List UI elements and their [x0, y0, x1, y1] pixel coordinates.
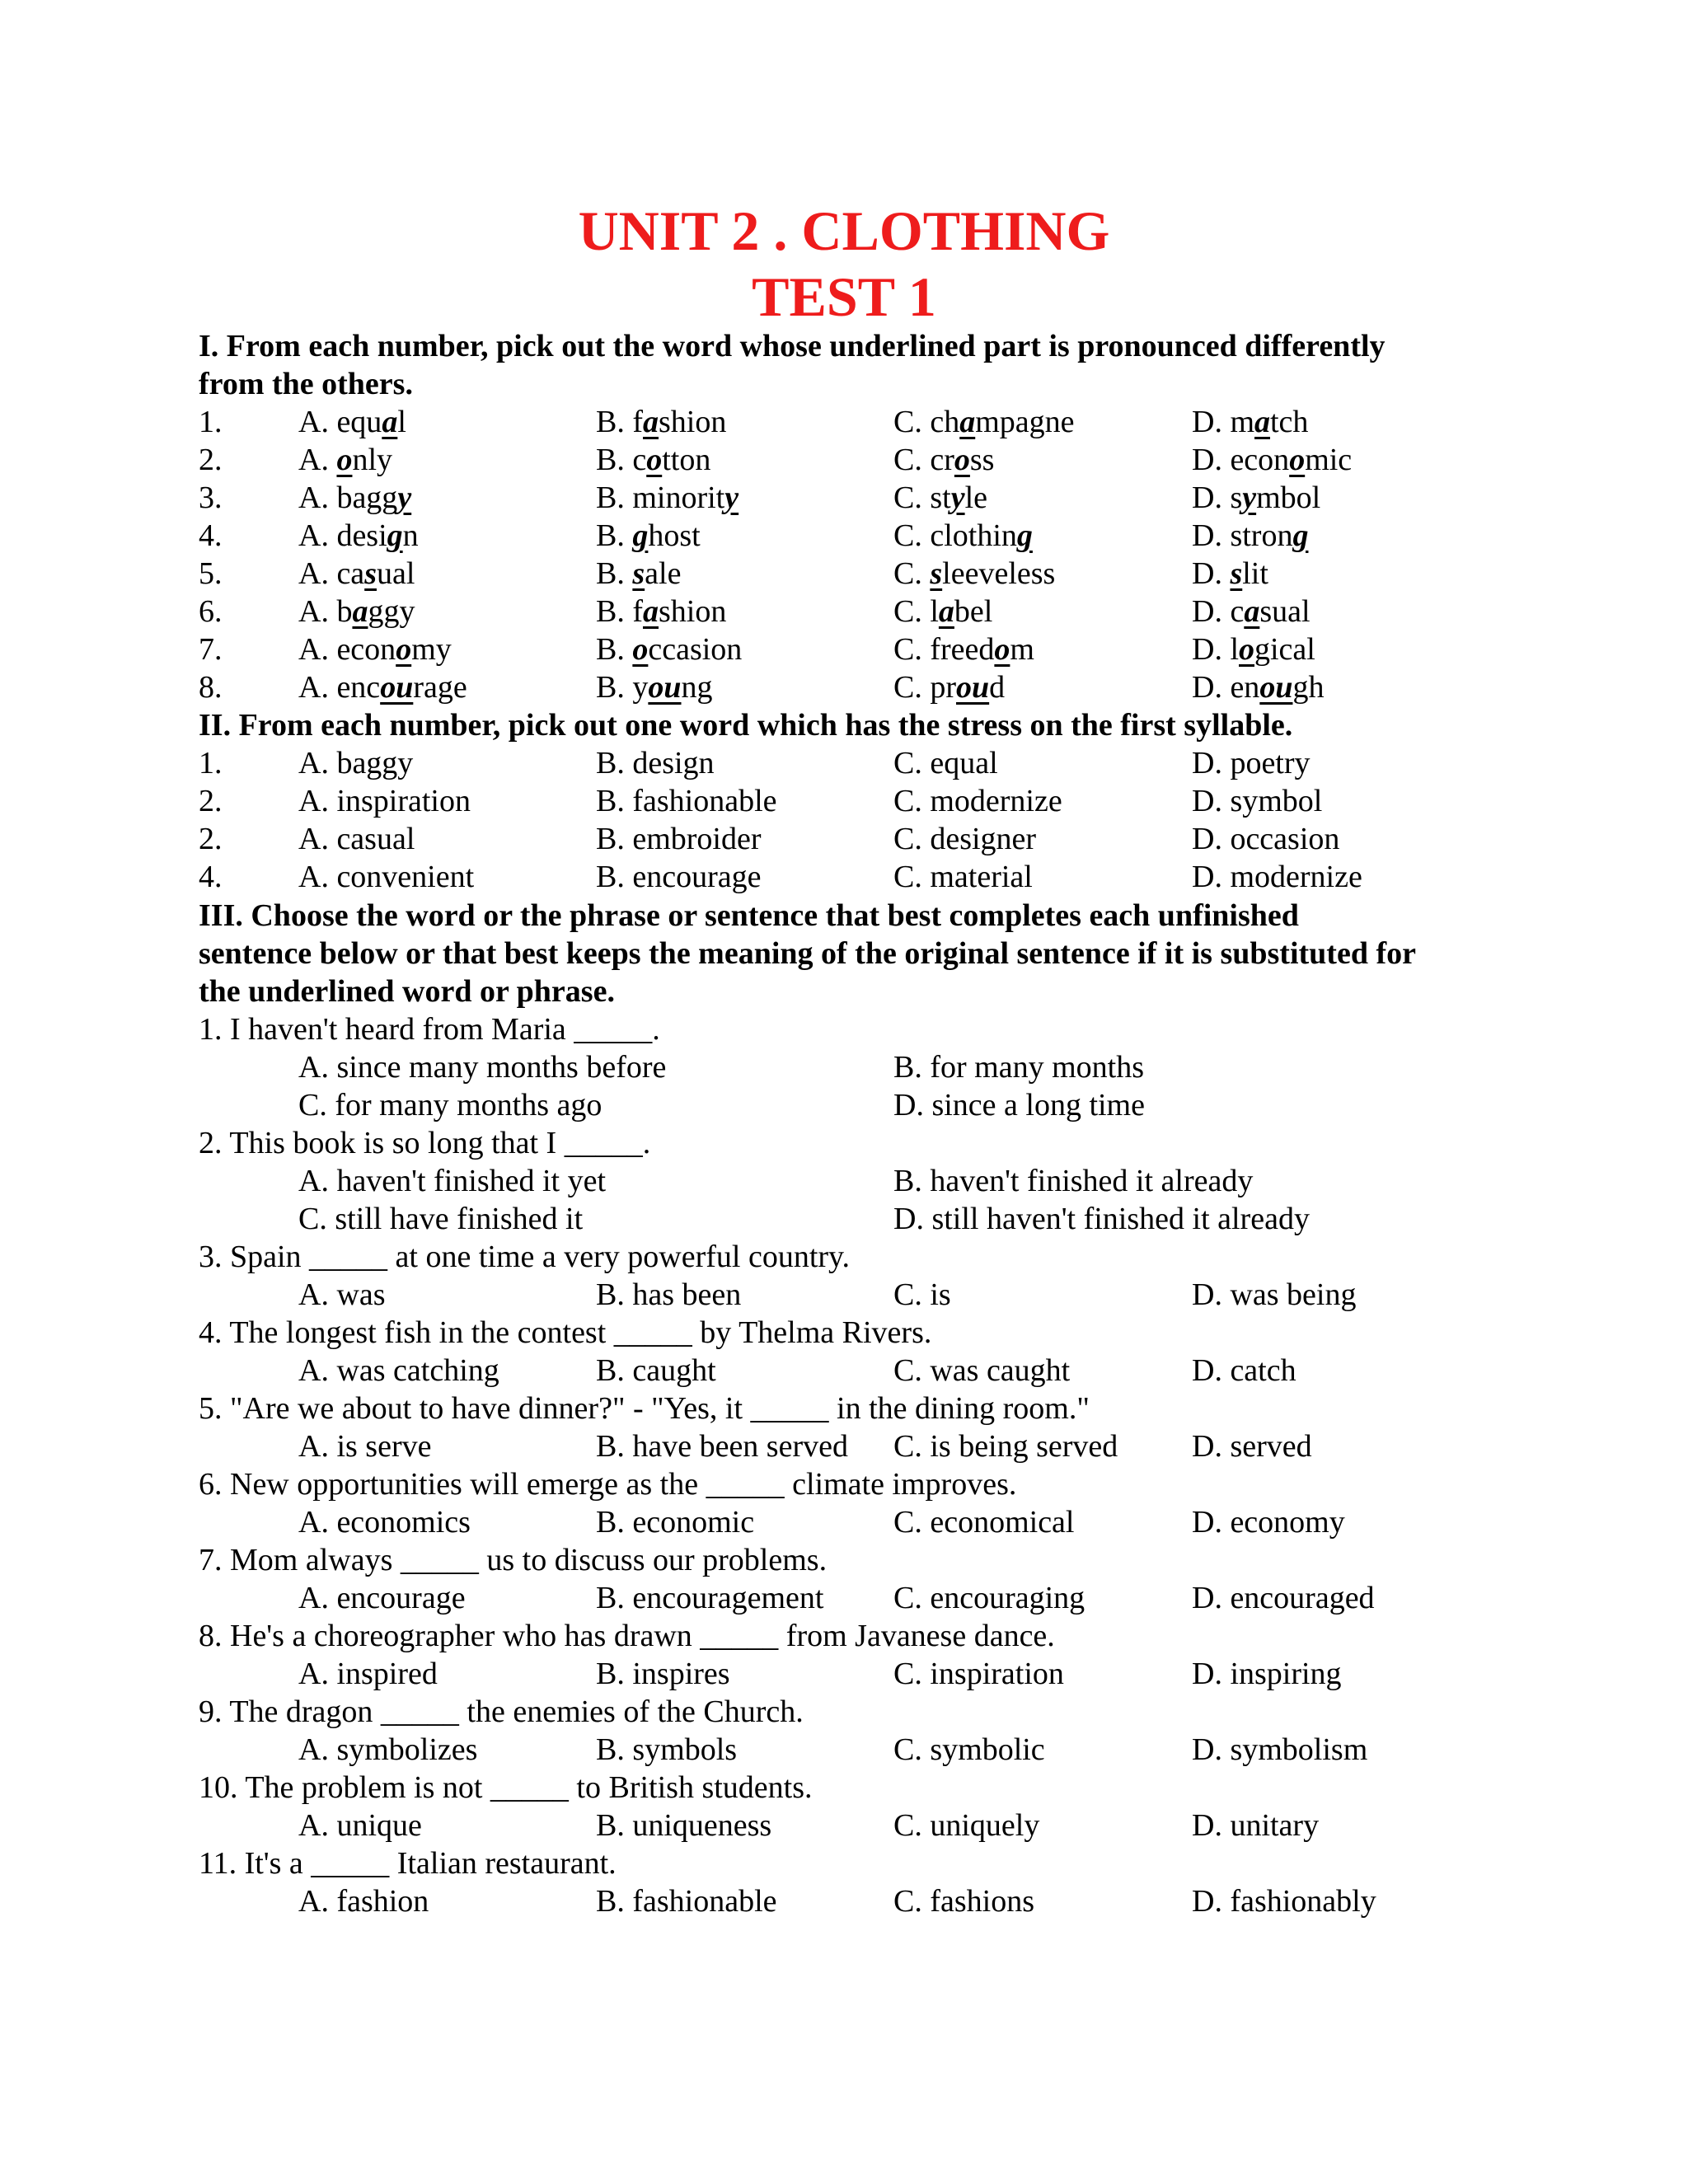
option-text: D. m — [1192, 405, 1254, 439]
option-d: D. economy — [1192, 1505, 1345, 1540]
option-text: C. freed — [893, 632, 995, 667]
underlined-part: y — [950, 480, 965, 515]
option-a: A. economics — [298, 1505, 471, 1540]
option-text: C. l — [893, 594, 939, 629]
question-2-options-row2 — [0, 1200, 1688, 1238]
option-b: B. uniqueness — [596, 1808, 772, 1843]
underlined-part: a — [643, 405, 659, 439]
part1-row-1 — [0, 403, 1688, 441]
option-a: A. inspired — [298, 1657, 438, 1691]
option-c: C. is — [893, 1277, 951, 1312]
option-text: C. pr — [893, 670, 956, 705]
underlined-part: o — [954, 443, 970, 477]
option-a — [298, 441, 392, 479]
option-c: C. symbolic — [893, 1732, 1045, 1767]
option-b — [596, 668, 713, 706]
underlined-part: g — [387, 518, 403, 553]
item-number: 3. — [199, 480, 223, 515]
question-2: 2. This book is so long that I _____. — [199, 1126, 651, 1160]
part3-instruction-cont2: the underlined word or phrase. — [199, 974, 615, 1009]
option-a — [298, 479, 411, 517]
option-text: m — [1010, 632, 1034, 667]
underlined-part: o — [396, 632, 412, 667]
option-c: C. designer — [893, 822, 1037, 856]
option-text: host — [648, 518, 701, 553]
part2-row-2 — [0, 782, 1688, 820]
option-a: A. haven't finished it yet — [298, 1164, 607, 1198]
option-d — [1192, 403, 1308, 441]
option-text: ggy — [368, 594, 415, 629]
option-d — [1192, 593, 1311, 630]
option-text: gical — [1254, 632, 1315, 667]
underlined-part: ou — [380, 670, 414, 705]
part1-row-2 — [0, 441, 1688, 479]
option-d: D. inspiring — [1192, 1657, 1342, 1691]
question-8-options — [0, 1655, 1688, 1693]
underlined-part: a — [938, 594, 954, 629]
option-text: n — [402, 518, 419, 553]
option-b: B. has been — [596, 1277, 742, 1312]
underlined-part: g — [1016, 518, 1033, 553]
option-d: D. poetry — [1192, 746, 1311, 780]
option-text: l — [397, 405, 406, 439]
option-text: C. st — [893, 480, 951, 515]
option-text: B. — [596, 518, 633, 553]
option-text: tch — [1270, 405, 1309, 439]
option-a: A. inspiration — [298, 784, 471, 818]
part1-instruction-cont: from the others. — [199, 367, 413, 401]
item-number: 4. — [199, 518, 223, 553]
option-d: D. since a long time — [893, 1088, 1145, 1122]
option-text: D. econ — [1192, 443, 1290, 477]
option-text: A. ca — [298, 556, 365, 591]
option-c — [893, 479, 987, 517]
question-11: 11. It's a _____ Italian restaurant. — [199, 1846, 617, 1881]
option-text: tton — [662, 443, 711, 477]
option-text: A. econ — [298, 632, 396, 667]
part2-instruction: II. From each number, pick out one word which has the stress on the first syllable. — [199, 708, 1293, 743]
option-text: ccasion — [648, 632, 743, 667]
item-number: 2. — [199, 443, 223, 477]
option-text: D. — [1192, 556, 1231, 591]
option-a: A. since many months before — [298, 1050, 667, 1085]
option-c — [893, 403, 1075, 441]
option-text: gh — [1292, 670, 1325, 705]
option-d: D. fashionably — [1192, 1884, 1376, 1919]
option-text: ng — [681, 670, 713, 705]
option-text: A. equ — [298, 405, 382, 439]
option-a: A. is serve — [298, 1429, 432, 1464]
option-d: D. catch — [1192, 1353, 1296, 1388]
option-c: C. is being served — [893, 1429, 1118, 1464]
question-8: 8. He's a choreographer who has drawn _____ from Javanese dance. — [199, 1619, 1055, 1653]
underlined-part: a — [382, 405, 398, 439]
underlined-part: s — [930, 556, 943, 591]
option-text: ss — [969, 443, 995, 477]
item-number: 2. — [199, 822, 223, 856]
underlined-part: o — [632, 632, 649, 667]
underlined-part: y — [1242, 480, 1257, 515]
option-text: shion — [659, 405, 727, 439]
option-b — [596, 555, 681, 593]
option-text: nly — [352, 443, 393, 477]
option-text: D. s — [1192, 480, 1243, 515]
option-d: D. served — [1192, 1429, 1312, 1464]
option-text: d — [989, 670, 1006, 705]
option-text: A. desi — [298, 518, 387, 553]
underlined-part: ou — [956, 670, 990, 705]
question-5: 5. "Are we about to have dinner?" - "Yes, it _____ in the dining room." — [199, 1391, 1090, 1426]
option-a — [298, 517, 419, 555]
option-d — [1192, 479, 1320, 517]
option-c: C. modernize — [893, 784, 1062, 818]
option-text: A. bagg — [298, 480, 398, 515]
part1-row-3 — [0, 479, 1688, 517]
underlined-part: a — [352, 594, 368, 629]
option-text: C. clothin — [893, 518, 1017, 553]
underlined-part: o — [336, 443, 353, 477]
option-text: C. — [893, 556, 931, 591]
underlined-part: o — [1289, 443, 1306, 477]
option-b: B. fashionable — [596, 784, 777, 818]
option-text: rage — [413, 670, 467, 705]
option-a: A. unique — [298, 1808, 422, 1843]
option-d — [1192, 630, 1315, 668]
underlined-part: a — [643, 594, 659, 629]
part3-instruction-cont: sentence below or that best keeps the meaning of the original sentence if it is substituted for — [199, 936, 1416, 971]
option-c — [893, 668, 1005, 706]
item-number: 8. — [199, 670, 223, 705]
option-d: D. occasion — [1192, 822, 1340, 856]
option-b: B. economic — [596, 1505, 755, 1540]
item-number: 1. — [199, 405, 223, 439]
option-d — [1192, 441, 1352, 479]
underlined-part: s — [364, 556, 377, 591]
underlined-part: y — [397, 480, 412, 515]
option-b: B. encourage — [596, 860, 762, 894]
question-1-options-row1 — [0, 1048, 1688, 1086]
question-6: 6. New opportunities will emerge as the _____ climate improves. — [199, 1467, 1017, 1502]
question-7: 7. Mom always _____ us to discuss our problems. — [199, 1543, 828, 1577]
option-b: B. symbols — [596, 1732, 738, 1767]
option-c: C. still have finished it — [298, 1202, 584, 1236]
question-2-options-row1 — [0, 1162, 1688, 1200]
question-7-options — [0, 1579, 1688, 1617]
underlined-part: a — [1254, 405, 1270, 439]
option-text: ale — [645, 556, 682, 591]
option-text: B. y — [596, 670, 649, 705]
option-a: A. was — [298, 1277, 386, 1312]
option-text: sual — [1259, 594, 1311, 629]
option-a: A. baggy — [298, 746, 414, 780]
option-c: C. uniquely — [893, 1808, 1040, 1843]
option-text: leeveless — [942, 556, 1056, 591]
question-10: 10. The problem is not _____ to British students. — [199, 1770, 813, 1805]
option-b: B. for many months — [893, 1050, 1144, 1085]
underlined-part: ou — [1259, 670, 1293, 705]
question-10-options — [0, 1807, 1688, 1844]
part1-row-6 — [0, 593, 1688, 630]
option-text: B. — [596, 632, 633, 667]
option-b — [596, 441, 710, 479]
item-number: 5. — [199, 556, 223, 591]
option-b: B. fashionable — [596, 1884, 777, 1919]
test-title: TEST 1 — [752, 265, 936, 328]
option-text: lit — [1242, 556, 1268, 591]
question-11-options — [0, 1882, 1688, 1920]
option-b: B. have been served — [596, 1429, 848, 1464]
page-title: UNIT 2 . CLOTHING — [578, 199, 1110, 262]
option-text: mbol — [1256, 480, 1321, 515]
option-c: C. equal — [893, 746, 998, 780]
option-d — [1192, 555, 1268, 593]
option-text: C. cr — [893, 443, 954, 477]
option-a: A. casual — [298, 822, 415, 856]
option-c — [893, 593, 992, 630]
option-d: D. symbol — [1192, 784, 1323, 818]
option-c — [893, 555, 1055, 593]
question-5-options — [0, 1427, 1688, 1465]
option-d — [1192, 517, 1308, 555]
underlined-part: s — [1230, 556, 1243, 591]
question-3: 3. Spain _____ at one time a very powerful country. — [199, 1240, 851, 1274]
option-b — [596, 593, 726, 630]
underlined-part: o — [646, 443, 663, 477]
option-b — [596, 403, 726, 441]
option-d: D. symbolism — [1192, 1732, 1368, 1767]
option-c — [893, 517, 1033, 555]
underlined-part: o — [1239, 632, 1254, 667]
underlined-part: y — [724, 480, 739, 515]
underlined-part: g — [1292, 518, 1309, 553]
option-d: D. was being — [1192, 1277, 1357, 1312]
option-a: A. was catching — [298, 1353, 499, 1388]
option-c: C. encouraging — [893, 1581, 1085, 1615]
part3-instruction: III. Choose the word or the phrase or sentence that best completes each unfinished — [199, 898, 1299, 933]
underlined-part: o — [994, 632, 1010, 667]
item-number: 2. — [199, 784, 223, 818]
question-1: 1. I haven't heard from Maria _____. — [199, 1012, 660, 1047]
part2-row-1 — [0, 744, 1688, 782]
option-text: B. f — [596, 405, 643, 439]
option-a — [298, 668, 467, 706]
option-text: D. en — [1192, 670, 1260, 705]
option-text: D. l — [1192, 632, 1239, 667]
option-c: C. inspiration — [893, 1657, 1064, 1691]
option-a — [298, 403, 406, 441]
option-b — [596, 479, 738, 517]
underlined-part: s — [632, 556, 645, 591]
question-9: 9. The dragon _____ the enemies of the Church. — [199, 1694, 804, 1729]
option-text: B. f — [596, 594, 643, 629]
part1-row-4 — [0, 517, 1688, 555]
item-number: 7. — [199, 632, 223, 667]
option-c — [893, 441, 994, 479]
question-9-options — [0, 1731, 1688, 1769]
option-d: D. modernize — [1192, 860, 1362, 894]
option-c: C. was caught — [893, 1353, 1071, 1388]
part1-row-5 — [0, 555, 1688, 593]
underlined-part: a — [1244, 594, 1260, 629]
option-text: C. ch — [893, 405, 960, 439]
underlined-part: g — [632, 518, 649, 553]
option-text: A. enc — [298, 670, 381, 705]
option-d: D. still haven't finished it already — [893, 1202, 1310, 1236]
question-3-options — [0, 1276, 1688, 1314]
option-text: B. — [596, 556, 633, 591]
option-c: C. for many months ago — [298, 1088, 603, 1122]
option-a: A. encourage — [298, 1581, 466, 1615]
underlined-part: a — [959, 405, 976, 439]
question-4-options — [0, 1352, 1688, 1390]
part1-row-7 — [0, 630, 1688, 668]
part2-row-4 — [0, 858, 1688, 896]
option-text: B. minorit — [596, 480, 725, 515]
option-b: B. inspires — [596, 1657, 730, 1691]
option-b — [596, 517, 701, 555]
option-d: D. unitary — [1192, 1808, 1320, 1843]
option-b — [596, 630, 742, 668]
option-text: A. — [298, 443, 337, 477]
option-c — [893, 630, 1034, 668]
option-a — [298, 555, 415, 593]
option-b: B. encouragement — [596, 1581, 824, 1615]
option-text: mic — [1305, 443, 1353, 477]
item-number: 4. — [199, 860, 223, 894]
option-b: B. design — [596, 746, 715, 780]
option-b: B. caught — [596, 1353, 716, 1388]
option-text: mpagne — [975, 405, 1075, 439]
option-text: D. stron — [1192, 518, 1293, 553]
item-number: 6. — [199, 594, 223, 629]
option-a — [298, 593, 415, 630]
option-text: B. c — [596, 443, 647, 477]
option-text: D. c — [1192, 594, 1245, 629]
question-1-options-row2 — [0, 1086, 1688, 1124]
part1-instruction: I. From each number, pick out the word whose underlined part is pronounced differently — [199, 329, 1386, 363]
option-text: bel — [954, 594, 993, 629]
option-c: C. economical — [893, 1505, 1075, 1540]
question-4: 4. The longest fish in the contest _____ by Thelma Rivers. — [199, 1315, 932, 1350]
option-c: C. material — [893, 860, 1033, 894]
option-text: A. b — [298, 594, 353, 629]
question-6-options — [0, 1503, 1688, 1541]
option-a: A. convenient — [298, 860, 475, 894]
option-b: B. embroider — [596, 822, 762, 856]
option-d — [1192, 668, 1324, 706]
underlined-part: ou — [648, 670, 682, 705]
option-a — [298, 630, 452, 668]
option-text: ual — [376, 556, 415, 591]
item-number: 1. — [199, 746, 223, 780]
option-text: le — [964, 480, 988, 515]
part2-row-3 — [0, 820, 1688, 858]
option-a: A. fashion — [298, 1884, 429, 1919]
part1-row-8 — [0, 668, 1688, 706]
option-c: C. fashions — [893, 1884, 1034, 1919]
option-b: B. haven't finished it already — [893, 1164, 1254, 1198]
option-text: my — [411, 632, 452, 667]
option-a: A. symbolizes — [298, 1732, 478, 1767]
option-text: shion — [659, 594, 727, 629]
option-d: D. encouraged — [1192, 1581, 1375, 1615]
